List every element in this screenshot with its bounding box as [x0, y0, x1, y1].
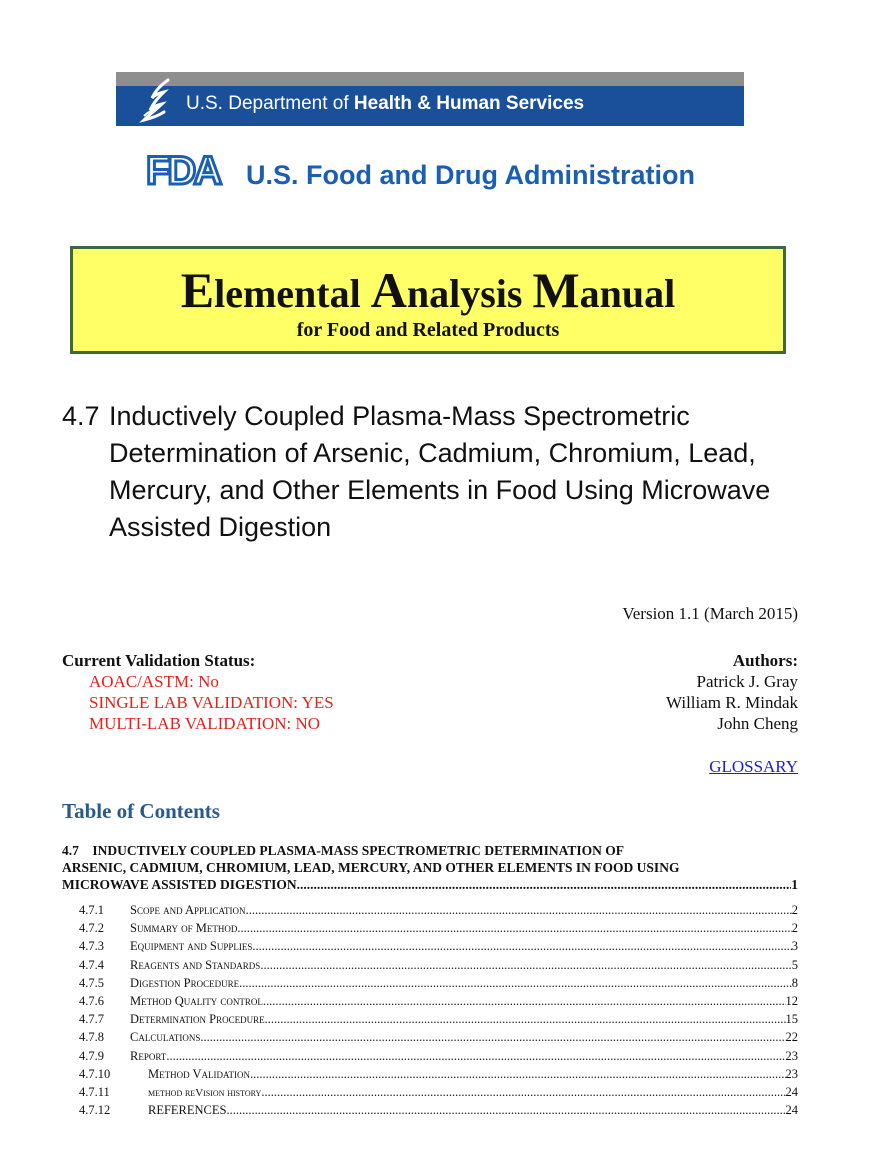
toc-entry[interactable]	[62, 921, 798, 939]
toc-entry-number: 4.7.4	[79, 957, 104, 972]
toc-entry-title: Summary of Method	[130, 921, 238, 936]
toc-entry-page: 22	[785, 1030, 798, 1045]
section-heading	[62, 398, 802, 546]
toc-leader-dots	[200, 1030, 785, 1045]
toc-entry-page: 12	[785, 993, 798, 1008]
toc-entry[interactable]	[62, 994, 798, 1012]
toc-entry-number: 4.7.8	[79, 1030, 104, 1045]
validation-aoac: AOAC/ASTM: No	[89, 672, 219, 691]
toc-entry[interactable]	[62, 1067, 798, 1085]
fda-name: U.S. Food and Drug Administration	[246, 160, 695, 190]
manual-title-cap-e: E	[180, 262, 215, 318]
toc-entry-number: 4.7.7	[79, 1012, 104, 1027]
toc-entry-title: Digestion Procedure	[130, 975, 240, 990]
manual-subtitle: for Food and Related Products	[296, 319, 560, 341]
section-number: 4.7	[62, 401, 100, 431]
toc-entry-title: Method Quality control	[130, 993, 263, 1008]
toc-entry[interactable]	[62, 1085, 798, 1103]
toc-entry[interactable]	[62, 1049, 798, 1067]
toc-entry-page: 15	[785, 1012, 798, 1027]
manual-title-cap-a: A	[370, 262, 407, 318]
toc-entry-title: Calculations	[130, 1030, 201, 1045]
toc-entry-number: 4.7.1	[79, 903, 104, 917]
toc-entry-page: 2	[791, 921, 798, 936]
toc-list	[62, 903, 798, 1121]
toc-leader-dots	[265, 1012, 786, 1027]
toc-entry-number: 4.7.3	[79, 939, 104, 954]
toc-entry-page: 24	[785, 1103, 798, 1118]
toc-entry-page: 2	[791, 903, 798, 917]
section-title: Inductively Coupled Plasma-Mass Spectrometric Determination of Arsenic, Cadmium, Chromium, Lead, Mercury, and Other Elements in Food Using Microwave Assisted Digestion	[109, 401, 771, 542]
toc-entry[interactable]	[62, 1103, 798, 1121]
toc-entry[interactable]	[62, 1030, 798, 1048]
toc-entry-title: Scope and Application	[130, 903, 246, 917]
toc-entry[interactable]	[62, 939, 798, 957]
toc-entry-title: method reVision history	[148, 1086, 262, 1099]
toc-entry-number: 4.7.11	[79, 1084, 110, 1099]
validation-heading: Current Validation Status:	[62, 651, 256, 670]
manual-title-box	[70, 246, 786, 354]
toc-entry-title: Equipment and Supplies	[130, 939, 253, 954]
toc-entry[interactable]	[62, 903, 798, 921]
toc-entry-page: 23	[785, 1066, 798, 1081]
toc-main-line: ARSENIC, CADMIUM, CHROMIUM, LEAD, MERCURY, AND OTHER ELEMENTS IN FOOD USING	[62, 860, 680, 875]
toc-entry-title: Determination Procedure	[130, 1012, 265, 1027]
toc-entry-page: 24	[785, 1084, 798, 1099]
banner-top-strip	[116, 72, 744, 86]
toc-entry-number: 4.7.9	[79, 1048, 104, 1063]
toc-leader-dots	[237, 921, 791, 936]
manual-title-part-1: lemental	[214, 271, 371, 316]
toc-entry-number: 4.7.6	[79, 993, 104, 1008]
validation-multi-lab: MULTI-LAB VALIDATION: NO	[89, 714, 321, 733]
authors-heading: Authors:	[732, 651, 798, 670]
toc-leader-dots	[227, 1103, 786, 1118]
hhs-bold-name: Health & Human Services	[353, 93, 585, 114]
toc-entry[interactable]	[62, 958, 798, 976]
toc-entry-title: Reagents and Standards	[130, 957, 261, 972]
toc-entry-number: 4.7.5	[79, 975, 104, 990]
toc-leader-dots	[260, 958, 791, 973]
toc-entry-title: Method Validation	[148, 1066, 251, 1081]
author-name: William R. Mindak	[666, 693, 798, 712]
manual-title-part-2: nalysis	[406, 271, 533, 316]
authors-block	[666, 650, 798, 734]
hhs-banner	[116, 72, 744, 126]
toc-leader-dots	[297, 876, 792, 893]
toc-entry[interactable]	[62, 1012, 798, 1030]
fda-logo-icon	[146, 150, 240, 188]
validation-single-lab: SINGLE LAB VALIDATION: YES	[89, 693, 334, 712]
toc-main-entry[interactable]	[62, 842, 798, 893]
author-name: Patrick J. Gray	[696, 672, 798, 691]
toc-entry[interactable]	[62, 976, 798, 994]
toc-leader-dots	[250, 1067, 785, 1082]
toc-entry-page: 8	[791, 975, 798, 990]
author-name: John Cheng	[717, 714, 798, 733]
toc-entry-number: 4.7.12	[79, 1103, 111, 1118]
toc-entry-title: Report	[130, 1048, 167, 1063]
toc-entry-number: 4.7.10	[79, 1066, 111, 1081]
version-text: Version 1.1 (March 2015)	[622, 604, 798, 623]
toc-entry-page: 3	[791, 939, 798, 954]
toc-leader-dots	[263, 994, 786, 1009]
toc-entry-number: 4.7.2	[79, 921, 104, 936]
svg-text:FDA: FDA	[146, 150, 220, 188]
manual-title	[73, 262, 783, 318]
toc-title: Table of Contents	[62, 799, 220, 823]
glossary-link[interactable]: GLOSSARY	[709, 757, 798, 776]
toc-entry-page: 23	[785, 1048, 798, 1063]
toc-leader-dots	[239, 976, 792, 991]
fda-logo-row	[146, 150, 746, 190]
toc-leader-dots	[246, 903, 792, 918]
toc-main-line-text: MICROWAVE ASSISTED DIGESTION	[62, 877, 297, 892]
hhs-name	[186, 93, 584, 115]
manual-title-cap-m: M	[532, 262, 580, 318]
toc-leader-dots	[252, 939, 791, 954]
toc-entry-page: 5	[791, 957, 798, 972]
validation-status	[62, 650, 334, 734]
toc-main-line: 4.7 INDUCTIVELY COUPLED PLASMA-MASS SPECTROMETRIC DETERMINATION OF	[62, 843, 625, 858]
toc-main-line	[62, 876, 798, 893]
manual-title-part-3: anual	[579, 271, 676, 316]
hhs-eagle-logo-icon	[138, 76, 178, 124]
hhs-prefix: U.S. Department of	[186, 93, 354, 114]
toc-leader-dots	[166, 1049, 785, 1064]
toc-entry-title: REFERENCES	[148, 1103, 227, 1118]
toc-leader-dots	[261, 1085, 785, 1100]
toc-page-number: 1	[791, 877, 798, 892]
